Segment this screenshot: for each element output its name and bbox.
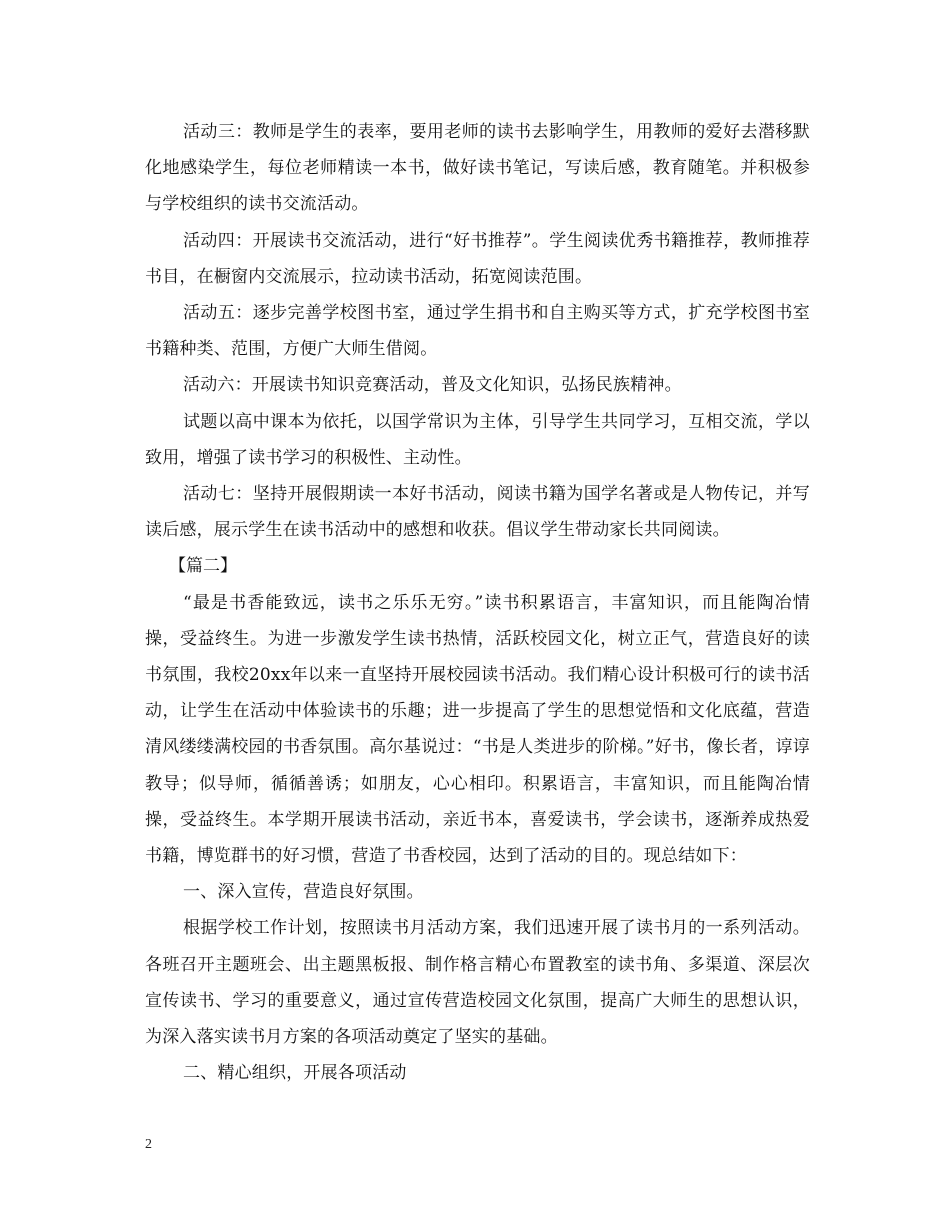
paragraph-activity-5: 活动五：逐步完善学校图书室，通过学生捐书和自主购买等方式，扩充学校图书室书籍种类、范围，方便广大师生借阅。 (145, 303, 810, 360)
paragraph-activity-3: 活动三：教师是学生的表率，要用老师的读书去影响学生，用教师的爱好去潜移默化地感染学生，每位老师精读一本书，做好读书笔记，写读后感，教育随笔。并积极参与学校组织的读书交流活动。 (145, 122, 810, 215)
paragraph-activity-7: 活动七：坚持开展假期读一本好书活动，阅读书籍为国学名著或是人物传记，并写读后感，展示学生在读书活动中的感想和收获。倡议学生带动家长共同阅读。 (145, 484, 810, 541)
paragraph-publicity: 根据学校工作计划，按照读书月活动方案，我们迅速开展了读书月的一系列活动。各班召开主题班会、出主题黑板报、制作格言精心布置教室的读书角、多渠道、深层次宣传读书、学习的重要意义，通过宣传营造校园文化氛围，提高广大师生的思想认识，为深入落实读书月方案的各项活动奠定了坚实的基础。 (145, 918, 810, 1048)
document-body (145, 114, 810, 1091)
section-heading: 【篇二】 (169, 556, 237, 577)
paragraph-activity-6: 活动六：开展读书知识竞赛活动，普及文化知识，弘扬民族精神。 (183, 375, 682, 396)
paragraph-quiz: 试题以高中课本为依托，以国学常识为主体，引导学生共同学习，互相交流，学以致用，增强了读书学习的积极性、主动性。 (145, 411, 810, 468)
paragraph-activity-4: 活动四：开展读书交流活动，进行“好书推荐”。学生阅读优秀书籍推荐，教师推荐书目，在橱窗内交流展示，拉动读书活动，拓宽阅读范围。 (145, 230, 810, 287)
paragraph-intro: “最是书香能致远，读书之乐乐无穷。”读书积累语言，丰富知识，而且能陶冶情操，受益终生。为进一步激发学生读书热情，活跃校园文化，树立正气，营造良好的读书氛围，我校20xx年以来一直坚持开展校园读书活动。我们精心设计积极可行的读书活动，让学生在活动中体验读书的乐趣；进一步提高了学生的思想觉悟和文化底蕴，营造清风缕缕满校园的书香氛围。高尔基说过：“书是人类进步的阶梯。”好书，像长者，谆谆教导；似导师，循循善诱；如朋友，心心相印。积累语言，丰富知识，而且能陶冶情操，受益终生。本学期开展读书活动，亲近书本，喜爱读书，学会读书，逐渐养成热爱书籍，博览群书的好习惯，营造了书香校园，达到了活动的目的。现总结如下： (145, 592, 810, 867)
page-number: 2 (145, 1137, 152, 1152)
subheading-2: 二、精心组织，开展各项活动 (183, 1063, 407, 1084)
subheading-1: 一、深入宣传，营造良好氛围。 (183, 882, 424, 903)
